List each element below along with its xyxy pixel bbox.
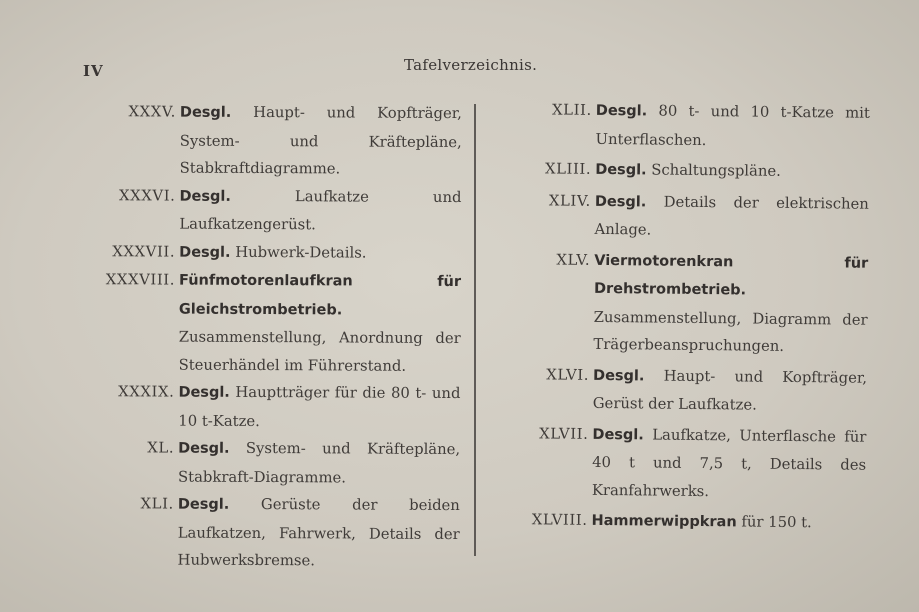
- entry-text: [178, 379, 460, 436]
- entry-description: für 150 t.: [741, 513, 812, 532]
- entry-lead: Fünfmotorenlaufkran für Gleichstrombetrieb.: [178, 272, 462, 318]
- entry-lead: Desgl.: [594, 193, 647, 210]
- entry-text: [595, 97, 870, 156]
- list-item: [508, 186, 869, 246]
- entry-description: Haupt- und Kopfträger, System- und Kräftepläne, Stabkraftdiagramme.: [179, 103, 462, 178]
- plate-numeral: XXXIX.: [118, 383, 175, 401]
- entry-text: [178, 435, 460, 492]
- entry-text: [592, 420, 867, 506]
- entry-text: [180, 99, 462, 184]
- entry-lead: Desgl.: [178, 440, 230, 457]
- entry-lead: Desgl.: [592, 367, 645, 384]
- column-divider: [474, 104, 476, 556]
- entry-description: Laufkatze, Unterflasche für 40 t und 7,5 t, Details des Kranfahrwerks.: [591, 426, 867, 500]
- plate-numeral: XLVI.: [546, 365, 590, 384]
- list-item: [506, 419, 867, 506]
- list-item: [507, 245, 868, 361]
- plate-numeral: XLII.: [552, 101, 592, 119]
- entry-text: [178, 491, 460, 576]
- entry-text: [179, 267, 462, 380]
- entry-text: [595, 156, 869, 187]
- entry-text: [179, 182, 461, 239]
- entry-description: Zusammenstellung, Anordnung der Steuerhändel im Führerstand.: [178, 328, 461, 375]
- right-column: [505, 96, 870, 541]
- list-item: [509, 155, 869, 187]
- entry-description: Gerüste der beiden Laufkatzen, Fahrwerk, Details der Hubwerksbremse.: [177, 496, 460, 570]
- list-item: [507, 360, 868, 420]
- entry-lead: Desgl.: [177, 496, 230, 513]
- plate-numeral: XXXVI.: [119, 186, 176, 205]
- entry-lead: Desgl.: [179, 244, 231, 261]
- page-title: Tafelverzeichnis.: [404, 56, 538, 74]
- entry-lead: Desgl.: [178, 384, 230, 401]
- entry-lead: Viermotorenkran für Drehstrombetrieb.: [593, 252, 869, 299]
- entry-description: Haupt- und Kopfträger, Gerüst der Laufkatze.: [592, 367, 868, 414]
- entry-text: [593, 361, 868, 420]
- entry-description: Laufkatze und Laufkatzengerüst.: [179, 187, 462, 234]
- plate-numeral: XXXV.: [128, 103, 176, 121]
- plate-numeral: XL.: [147, 439, 175, 457]
- plate-numeral: XLI.: [140, 495, 174, 513]
- plate-numeral: XLVII.: [539, 424, 589, 443]
- left-column: [68, 98, 462, 576]
- list-item: [69, 266, 462, 380]
- entry-text: [594, 187, 869, 246]
- entry-lead: Desgl.: [595, 102, 648, 120]
- plate-numeral: XLIII.: [544, 160, 592, 178]
- entry-description: Schaltungspläne.: [651, 161, 782, 180]
- page-header: [0, 56, 919, 84]
- entry-lead: Hammerwippkran: [591, 512, 737, 531]
- plate-numeral: XLVIII.: [531, 511, 588, 529]
- list-item: [68, 434, 460, 492]
- entry-lead: Desgl.: [595, 161, 647, 179]
- list-item: [69, 237, 461, 268]
- page-number: IV: [83, 62, 104, 80]
- entry-lead: Desgl.: [592, 426, 644, 443]
- entry-description: Zusammenstellung, Diagramm der Trägerbeanspruchungen.: [593, 308, 868, 355]
- list-item: [68, 490, 460, 576]
- entry-text: [591, 507, 865, 538]
- entry-description: Hubwerk-Details.: [235, 243, 367, 262]
- list-item: [69, 181, 461, 239]
- list-item: [505, 506, 865, 538]
- entry-description: 80 t- und 10 t-Katze mit Unterflaschen.: [595, 102, 870, 149]
- entry-lead: Desgl.: [179, 104, 232, 121]
- list-item: [70, 98, 462, 184]
- entry-text: [179, 238, 461, 268]
- entry-lead: Desgl.: [179, 188, 231, 205]
- plate-numeral: XLV.: [556, 250, 591, 269]
- list-item: [68, 378, 460, 436]
- entry-text: [593, 246, 868, 361]
- entry-description: Details der elektrischen Anlage.: [594, 193, 869, 239]
- plate-numeral: XXXVII.: [112, 242, 176, 261]
- list-item: [509, 96, 870, 156]
- plate-numeral: XLIV.: [548, 191, 591, 210]
- plate-numeral: XXXVIII.: [105, 271, 176, 289]
- entry-description: Hauptträger für die 80 t- und 10 t-Katze.: [178, 383, 461, 430]
- entry-description: System- und Kräftepläne, Stabkraft-Diagramme.: [177, 439, 461, 486]
